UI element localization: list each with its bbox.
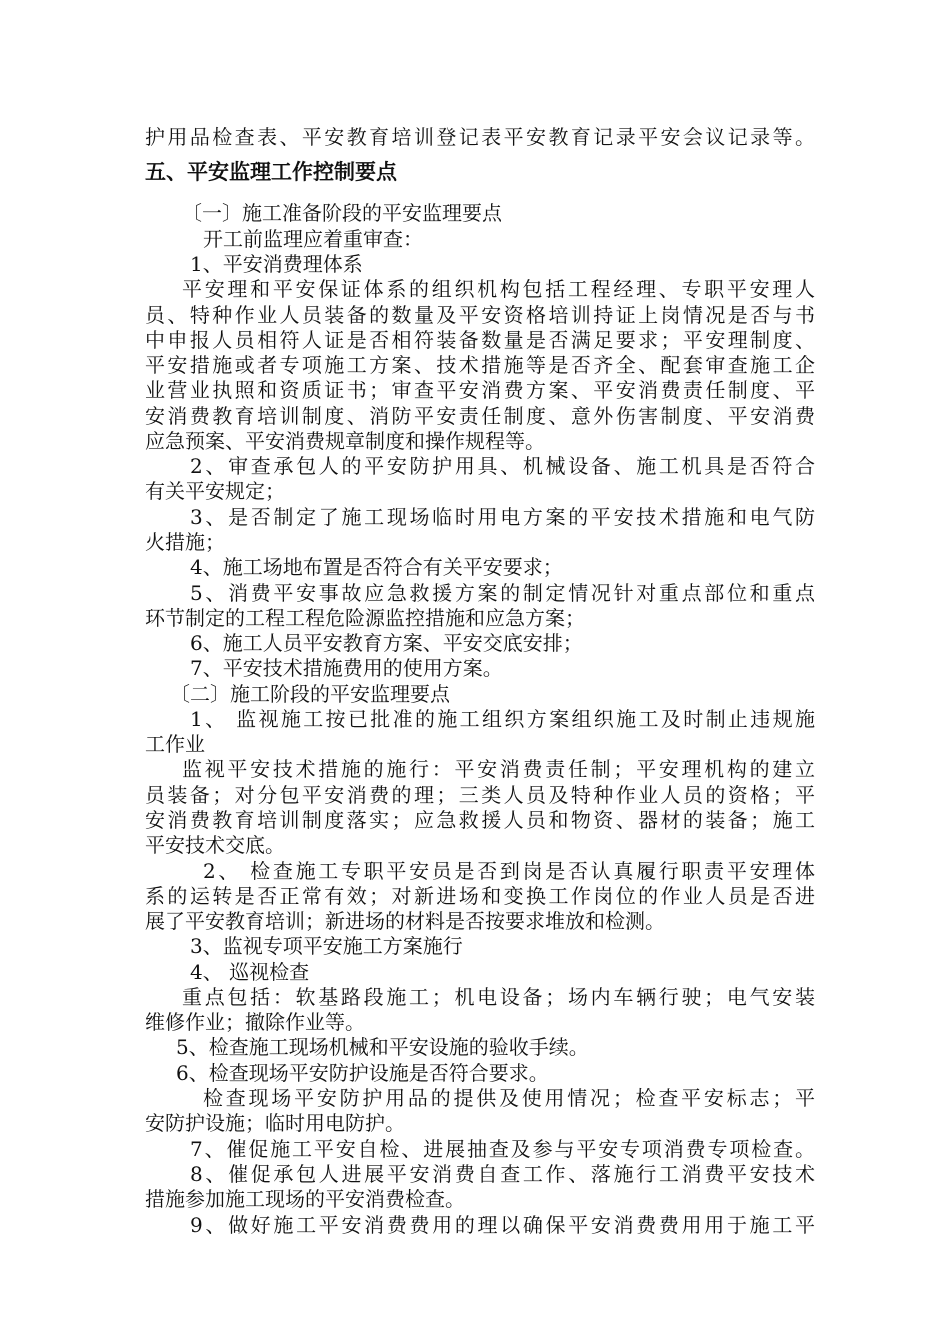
text-line: 维修作业；撤除作业等。 bbox=[145, 1010, 365, 1034]
text-line: 平安措施或者专项施工方案、技术措施等是否齐全、配套审查施工企 bbox=[145, 353, 815, 377]
text-line: 安防护设施；临时用电防护。 bbox=[145, 1111, 405, 1135]
text-line: 安消费教育培训制度落实；应急救援人员和物资、器材的装备；施工 bbox=[145, 808, 815, 832]
text-line: 有关平安规定； bbox=[145, 479, 285, 503]
text-line: 平安理和平安保证体系的组织机构包括工程经理、专职平安理人 bbox=[182, 277, 815, 301]
text-line: 火措施； bbox=[145, 530, 225, 554]
list-item: 6、施工人员平安教育方案、平安交底安排； bbox=[190, 631, 583, 655]
text-line: 员、特种作业人员装备的数量及平安资格培训持证上岗情况是否与书 bbox=[145, 303, 815, 327]
list-item: 4、 巡视检查 bbox=[190, 960, 310, 984]
subsection-heading: 〔一〕施工准备阶段的平安监理要点 bbox=[182, 201, 502, 225]
list-item: 5、消费平安事故应急救援方案的制定情况针对重点部位和重点 bbox=[190, 581, 815, 605]
list-item: 9、做好施工平安消费费用的理以确保平安消费费用用于施工平 bbox=[190, 1213, 815, 1237]
text-line: 业营业执照和资质证书；审查平安消费方案、平安消费责任制度、平 bbox=[145, 378, 815, 402]
text-line: 中申报人员相符人证是否相符装备数量是否满足要求；平安理制度、 bbox=[145, 328, 815, 352]
list-item: 4、施工场地布置是否符合有关平安要求； bbox=[190, 555, 563, 579]
text-line: 平安技术交底。 bbox=[145, 833, 285, 857]
text-line: 护用品检查表、平安教育培训登记表平安教育记录平安会议记录等。 bbox=[145, 125, 815, 149]
list-item: 7、催促施工平安自检、进展抽查及参与平安专项消费专项检查。 bbox=[190, 1137, 815, 1161]
text-line: 重点包括：软基路段施工；机电设备；场内车辆行驶；电气安装 bbox=[182, 985, 815, 1009]
text-line: 展了平安教育培训；新进场的材料是否按要求堆放和检测。 bbox=[145, 909, 665, 933]
list-item: 5、检查施工现场机械和平安设施的验收手续。 bbox=[176, 1035, 589, 1059]
text-line: 开工前监理应着重审查： bbox=[203, 227, 423, 251]
text-line: 环节制定的工程工程危险源监控措施和应急方案； bbox=[145, 606, 585, 630]
list-item: 1、 监视施工按已批准的施工组织方案组织施工及时制止违规施 bbox=[190, 707, 815, 731]
text-line: 检查现场平安防护用品的提供及使用情况；检查平安标志；平 bbox=[203, 1086, 815, 1110]
subsection-heading: 〔二〕施工阶段的平安监理要点 bbox=[170, 682, 450, 706]
list-item: 7、平安技术措施费用的使用方案。 bbox=[190, 656, 503, 680]
text-line: 员装备；对分包平安消费的理；三类人员及特种作业人员的资格；平 bbox=[145, 783, 815, 807]
list-item: 3、是否制定了施工现场临时用电方案的平安技术措施和电气防 bbox=[190, 505, 815, 529]
text-line: 应急预案、平安消费规章制度和操作规程等。 bbox=[145, 429, 545, 453]
text-line: 监视平安技术措施的施行：平安消费责任制；平安理机构的建立 bbox=[182, 757, 815, 781]
section-heading: 五、平安监理工作控制要点 bbox=[145, 160, 397, 184]
list-item: 6、检查现场平安防护设施是否符合要求。 bbox=[176, 1061, 549, 1085]
text-line: 措施参加施工现场的平安消费检查。 bbox=[145, 1187, 465, 1211]
text-line: 系的运转是否正常有效；对新进场和变换工作岗位的作业人员是否进 bbox=[145, 884, 815, 908]
list-item: 1、平安消费理体系 bbox=[190, 252, 363, 276]
list-item: 2、 检查施工专职平安员是否到岗是否认真履行职责平安理体 bbox=[203, 859, 815, 883]
list-item: 8、催促承包人进展平安消费自查工作、落施行工消费平安技术 bbox=[190, 1162, 815, 1186]
text-line: 安消费教育培训制度、消防平安责任制度、意外伤害制度、平安消费 bbox=[145, 404, 815, 428]
list-item: 2、审查承包人的平安防护用具、机械设备、施工机具是否符合 bbox=[190, 454, 815, 478]
text-line: 工作业 bbox=[145, 732, 205, 756]
list-item: 3、监视专项平安施工方案施行 bbox=[190, 934, 463, 958]
